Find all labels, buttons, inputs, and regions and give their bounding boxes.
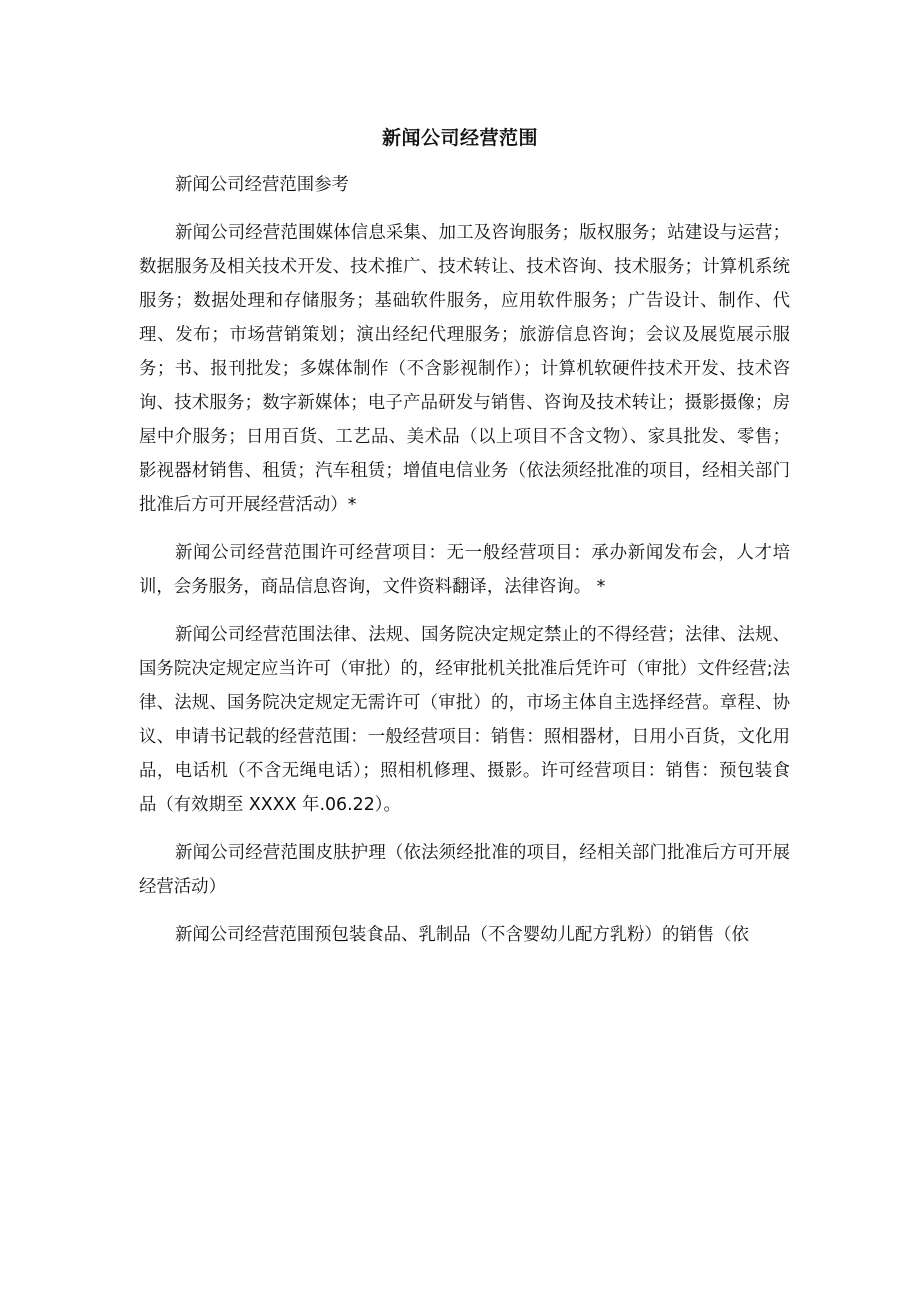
document-body: [139, 168, 790, 966]
paragraph-packaged-food: 新闻公司经营范围预包装食品、乳制品（不含婴幼儿配方乳粉）的销售（依: [175, 925, 749, 945]
paragraph-reference: 新闻公司经营范围参考: [175, 175, 349, 195]
document-title: 新闻公司经营范围: [381, 127, 538, 149]
paragraph-business-scope: 新闻公司经营范围媒体信息采集、加工及咨询服务；版权服务；站建设与运营；数据服务及相关技术开发、技术推广、技术转让、技术咨询、技术服务；计算机系统服务；数据处理和存储服务；基础软件服务，应用软件服务；广告设计、制作、代理、发布；市场营销策划；演出经纪代理服务；旅游信息咨询；会议及展览展示服务；书、报刊批发；多媒体制作（不含影视制作）；计算机软硬件技术开发、技术咨询、技术服务；数字新媒体；电子产品研发与销售、咨询及技术转让；摄影摄像；房屋中介服务；日用百货、工艺品、美术品（以上项目不含文物）、家具批发、零售；影视器材销售、租赁；汽车租赁；增值电信业务（依法须经批准的项目，经相关部门批准后方可开展经营活动）*: [139, 223, 790, 515]
paragraph-skin-care: 新闻公司经营范围皮肤护理（依法须经批准的项目，经相关部门批准后方可开展经营活动）: [139, 843, 790, 897]
paragraph-licensed-items: 新闻公司经营范围许可经营项目：无一般经营项目：承办新闻发布会，人才培训，会务服务，商品信息咨询，文件资料翻译，法律咨询。 *: [139, 543, 790, 597]
paragraph-legal-rules: 新闻公司经营范围法律、法规、国务院决定规定禁止的不得经营；法律、法规、国务院决定规定应当许可（审批）的，经审批机关批准后凭许可（审批）文件经营;法律、法规、国务院决定规定无需许可（审批）的，市场主体自主选择经营。章程、协议、申请书记载的经营范围：一般经营项目：销售：照相器材，日用小百货，文化用品，电话机（不含无绳电话）；照相机修理、摄影。许可经营项目：销售：预包装食品（有效期至 XXXX 年.06.22）。: [139, 625, 790, 815]
